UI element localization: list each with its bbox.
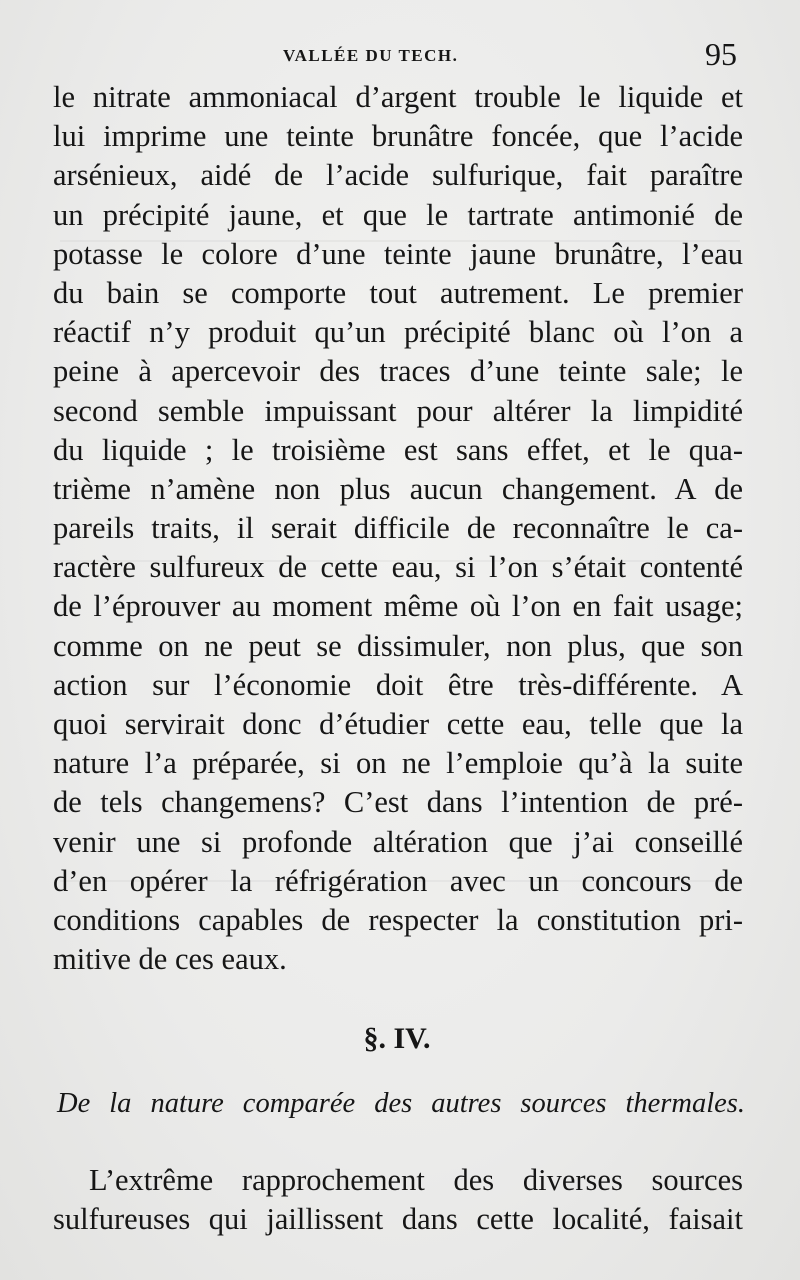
text-line: du bain se comporte tout autrement. Le premier	[53, 275, 743, 310]
section-number: §. IV.	[363, 1022, 431, 1055]
text-line: ractère sulfureux de cette eau, si l’on s’était contenté	[53, 550, 743, 585]
text-line: comme on ne peut se dissimuler, non plus, que son	[53, 628, 743, 663]
text-line: quoi servirait donc d’étudier cette eau, telle que la	[53, 707, 743, 741]
text-line: mitive de ces eaux.	[53, 942, 287, 977]
paragraph-1	[53, 78, 743, 979]
text-line: du liquide ; le troisième est sans effet, et le qua-	[53, 432, 743, 467]
text-line: potasse le colore d’une teinte jaune brunâtre, l’eau	[53, 236, 743, 271]
text-line: d’en opérer la réfrigération avec un concours de	[53, 863, 743, 898]
paragraph-2	[53, 1161, 743, 1239]
text-line: arsénieux, aidé de l’acide sulfurique, fait paraître	[53, 158, 743, 193]
text-line: venir une si profonde altération que j’ai conseillé	[53, 824, 743, 859]
text-line: conditions capables de respecter la constitution pri-	[53, 902, 743, 937]
text-line: sulfureuses qui jaillissent dans cette localité, faisait	[53, 1202, 743, 1237]
text-line: peine à apercevoir des traces d’une teinte sale; le	[53, 354, 743, 389]
text-line: lui imprime une teinte brunâtre foncée, que l’acide	[53, 119, 743, 154]
text-line: L’extrême rapprochement des diverses sources	[89, 1163, 743, 1197]
text-line: trième n’amène non plus aucun changement. A de	[53, 471, 743, 506]
text-line: de l’éprouver au moment même où l’on en fait usage;	[53, 589, 743, 624]
text-line: pareils traits, il serait difficile de reconnaître le ca-	[53, 511, 743, 546]
page-number: 95	[705, 36, 737, 72]
text-line: un précipité jaune, et que le tartrate antimonié de	[53, 197, 743, 232]
section-subtitle: De la nature comparée des autres sources thermales.	[57, 1088, 745, 1119]
text-line: nature l’a préparée, si on ne l’emploie qu’à la suite	[53, 746, 743, 781]
text-line: réactif n’y produit qu’un précipité blanc où l’on a	[53, 315, 743, 350]
text-line: le nitrate ammoniacal d’argent trouble le liquide et	[53, 80, 743, 114]
running-head: VALLÉE DU TECH.	[283, 46, 459, 65]
text-line: second semble impuissant pour altérer la limpidité	[53, 393, 743, 428]
page-header	[0, 36, 800, 76]
text-line: de tels changemens? C’est dans l’intention de pré-	[53, 785, 743, 820]
text-line: action sur l’économie doit être très-différente. A	[53, 667, 743, 702]
section-heading	[0, 1022, 800, 1056]
